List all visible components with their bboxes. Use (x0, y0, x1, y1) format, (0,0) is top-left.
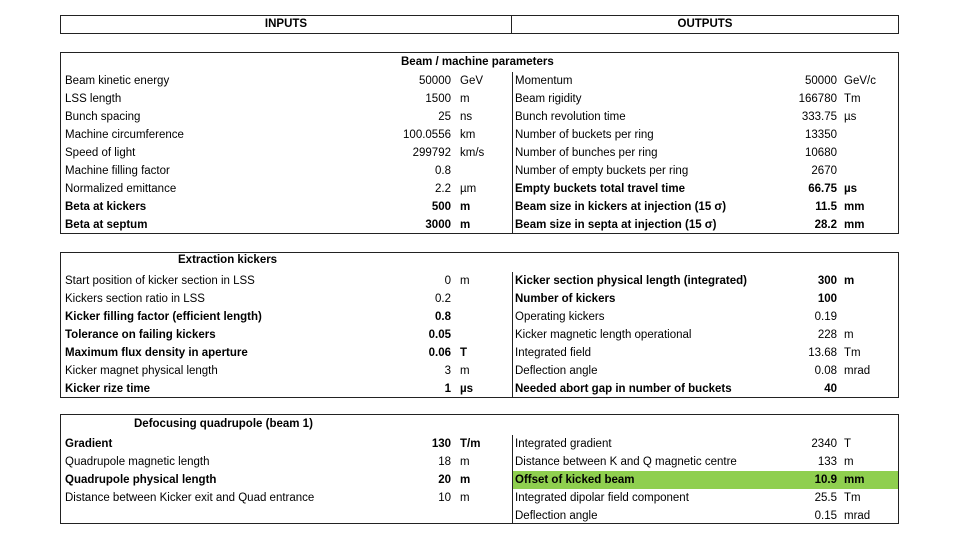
output-param-value: 10680 (805, 147, 837, 159)
output-param-unit: mm (844, 219, 865, 231)
output-param-label: Offset of kicked beam (515, 474, 635, 486)
input-param-unit: T (460, 347, 468, 359)
output-param-label: Needed abort gap in number of buckets (515, 383, 732, 395)
output-param-unit: GeV/c (844, 75, 876, 87)
output-param-row (515, 216, 895, 234)
input-param-row (65, 72, 511, 90)
input-param-value: 500 (431, 201, 451, 213)
input-param-label: Maximum flux density in aperture (65, 347, 248, 359)
input-param-value: 0.06 (428, 347, 451, 359)
column-divider (512, 72, 513, 233)
input-param-value: 3000 (425, 219, 451, 231)
input-param-row (65, 344, 511, 362)
input-param-unit: m (460, 456, 470, 468)
output-param-row (515, 108, 895, 126)
input-param-label: Kickers section ratio in LSS (65, 293, 205, 305)
output-param-label: Beam rigidity (515, 93, 582, 105)
input-param-label: Quadrupole physical length (65, 474, 217, 486)
output-param-unit: m (844, 329, 854, 341)
output-param-value: 13350 (805, 129, 837, 141)
input-param-label: Gradient (65, 438, 113, 450)
input-param-label: Kicker magnet physical length (65, 365, 218, 377)
output-param-unit: mrad (844, 510, 871, 522)
output-param-label: Number of empty buckets per ring (515, 165, 689, 177)
input-param-value: 2.2 (435, 183, 451, 195)
output-param-unit: m (844, 456, 854, 468)
input-param-label: Bunch spacing (65, 111, 141, 123)
input-param-value: 25 (438, 111, 451, 123)
output-param-unit: Tm (844, 347, 861, 359)
section-box (60, 52, 899, 234)
output-param-value: 0.15 (814, 510, 837, 522)
output-param-value: 40 (824, 383, 837, 395)
output-param-row (515, 72, 895, 90)
input-param-unit: m (460, 201, 471, 213)
output-param-value: 13.68 (808, 347, 837, 359)
output-param-label: Operating kickers (515, 311, 605, 323)
output-param-row (515, 198, 895, 216)
output-param-row (515, 489, 895, 507)
output-param-row (515, 453, 895, 471)
input-param-row (65, 180, 511, 198)
output-param-unit: m (844, 275, 855, 287)
input-param-row (65, 453, 511, 471)
output-param-label: Integrated gradient (515, 438, 612, 450)
output-param-row (515, 90, 895, 108)
output-param-unit: Tm (844, 93, 861, 105)
output-param-value: 50000 (805, 75, 837, 87)
input-param-row (65, 362, 511, 380)
input-param-value: 10 (438, 492, 451, 504)
output-param-row (515, 144, 895, 162)
input-param-label: Normalized emittance (65, 183, 177, 195)
input-param-label: Start position of kicker section in LSS (65, 275, 255, 287)
output-param-label: Number of bunches per ring (515, 147, 658, 159)
output-param-row (515, 471, 895, 489)
output-param-label: Kicker section physical length (integrated) (515, 275, 747, 287)
outputs-header: OUTPUTS (511, 15, 899, 34)
input-param-unit: GeV (460, 75, 484, 87)
input-param-unit: m (460, 365, 470, 377)
output-param-label: Integrated dipolar field component (515, 492, 689, 504)
output-param-value: 100 (817, 293, 837, 305)
output-param-value: 11.5 (815, 201, 837, 213)
input-param-label: Machine filling factor (65, 165, 170, 177)
input-param-value: 18 (438, 456, 451, 468)
output-param-label: Integrated field (515, 347, 592, 359)
input-param-row (65, 326, 511, 344)
output-param-label: Number of kickers (515, 293, 616, 305)
input-param-unit: m (460, 492, 470, 504)
output-param-unit: T (844, 438, 852, 450)
output-param-row (515, 180, 895, 198)
section-title: Defocusing quadrupole (beam 1) (134, 418, 313, 430)
input-param-value: 1 (444, 383, 451, 395)
input-param-row (65, 471, 511, 489)
input-param-row (65, 308, 511, 326)
input-param-row (65, 380, 511, 398)
section-box (60, 414, 899, 524)
output-param-value: 25.5 (814, 492, 837, 504)
section-title: Beam / machine parameters (401, 56, 554, 68)
output-param-unit: mrad (844, 365, 871, 377)
output-param-unit: µs (844, 183, 858, 195)
input-param-label: Kicker rize time (65, 383, 151, 395)
input-param-value: 50000 (419, 75, 451, 87)
section-box (60, 252, 899, 398)
input-param-value: 299792 (412, 147, 451, 159)
input-param-unit: ns (460, 111, 473, 123)
output-param-value: 166780 (798, 93, 837, 105)
output-param-value: 333.75 (801, 111, 837, 123)
input-param-row (65, 144, 511, 162)
output-param-value: 28.2 (814, 219, 837, 231)
input-param-unit: T/m (460, 438, 481, 450)
output-param-value: 228 (817, 329, 837, 341)
input-param-unit: m (460, 474, 471, 486)
output-param-row (515, 308, 895, 326)
input-param-row (65, 435, 511, 453)
output-param-unit: Tm (844, 492, 861, 504)
input-param-unit: m (460, 219, 471, 231)
input-param-unit: m (460, 93, 470, 105)
output-param-label: Beam size in kickers at injection (15 σ) (515, 201, 727, 213)
output-param-label: Empty buckets total travel time (515, 183, 685, 195)
output-param-unit: mm (844, 474, 865, 486)
output-param-value: 133 (817, 456, 837, 468)
output-param-value: 300 (817, 275, 837, 287)
output-param-row (515, 290, 895, 308)
output-param-row (515, 380, 895, 398)
input-param-value: 100.0556 (403, 129, 451, 141)
input-param-label: Quadrupole magnetic length (65, 456, 210, 468)
input-param-row (65, 162, 511, 180)
output-param-label: Momentum (515, 75, 573, 87)
output-param-label: Deflection angle (515, 365, 598, 377)
output-param-value: 0.19 (814, 311, 837, 323)
input-param-label: Distance between Kicker exit and Quad entrance (65, 492, 315, 504)
output-param-label: Kicker magnetic length operational (515, 329, 692, 341)
input-param-value: 0.8 (435, 165, 451, 177)
input-param-unit: km/s (460, 147, 485, 159)
input-param-row (65, 198, 511, 216)
output-param-value: 2670 (811, 165, 837, 177)
input-param-value: 20 (438, 474, 451, 486)
input-param-unit: km (460, 129, 476, 141)
input-param-value: 3 (444, 365, 451, 377)
input-param-value: 0.8 (435, 311, 451, 323)
output-param-row (515, 362, 895, 380)
output-param-value: 0.08 (814, 365, 837, 377)
output-param-unit: mm (844, 201, 865, 213)
output-param-row (515, 162, 895, 180)
input-param-label: Beta at kickers (65, 201, 147, 213)
input-param-row (65, 272, 511, 290)
output-param-row (515, 126, 895, 144)
input-param-value: 1500 (425, 93, 451, 105)
input-param-label: LSS length (65, 93, 122, 105)
output-param-value: 66.75 (808, 183, 837, 195)
output-param-label: Bunch revolution time (515, 111, 626, 123)
input-param-value: 0.05 (428, 329, 451, 341)
output-param-label: Beam size in septa at injection (15 σ) (515, 219, 717, 231)
output-param-row (515, 507, 895, 525)
section-title: Extraction kickers (178, 254, 278, 266)
input-param-label: Speed of light (65, 147, 136, 159)
input-param-unit: µs (460, 383, 474, 395)
input-param-value: 130 (431, 438, 451, 450)
output-param-row (515, 344, 895, 362)
output-param-row (515, 435, 895, 453)
input-param-unit: µm (460, 183, 477, 195)
output-param-label: Deflection angle (515, 510, 598, 522)
output-param-value: 10.9 (814, 474, 837, 486)
input-param-value: 0 (444, 275, 451, 287)
input-param-value: 0.2 (435, 293, 451, 305)
input-param-label: Machine circumference (65, 129, 184, 141)
input-param-row (65, 90, 511, 108)
input-param-row (65, 216, 511, 234)
output-param-row (515, 272, 895, 290)
output-param-unit: µs (844, 111, 857, 123)
output-param-label: Number of buckets per ring (515, 129, 654, 141)
output-param-value: 2340 (811, 438, 837, 450)
input-param-label: Beta at septum (65, 219, 148, 231)
input-param-row (65, 489, 511, 507)
input-param-label: Beam kinetic energy (65, 75, 170, 87)
input-param-row (65, 290, 511, 308)
output-param-row (515, 326, 895, 344)
input-param-label: Tolerance on failing kickers (65, 329, 216, 341)
output-param-label: Distance between K and Q magnetic centre (515, 456, 737, 468)
input-param-row (65, 108, 511, 126)
input-param-row (65, 126, 511, 144)
inputs-header: INPUTS (60, 15, 512, 34)
input-param-unit: m (460, 275, 470, 287)
column-divider (512, 272, 513, 397)
input-param-label: Kicker filling factor (efficient length) (65, 311, 262, 323)
